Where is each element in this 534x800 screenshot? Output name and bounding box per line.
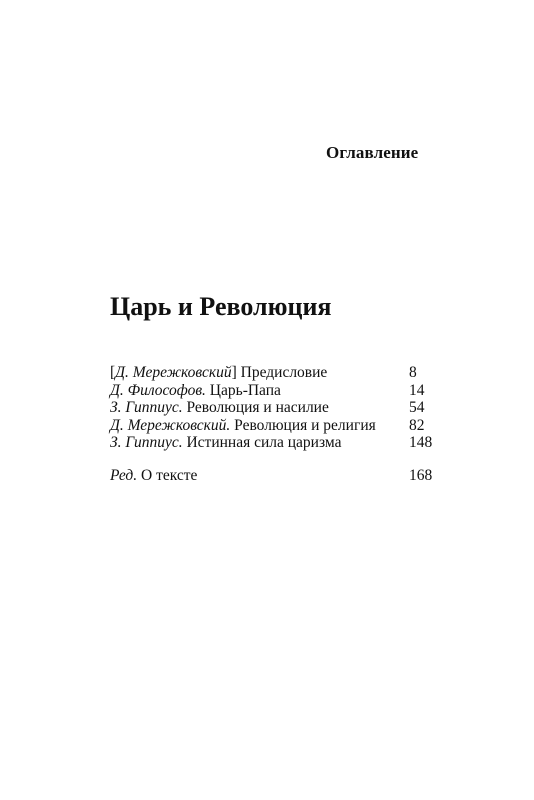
entry-page-number: 54 xyxy=(409,399,425,416)
entry-title: Предисловие xyxy=(236,364,328,381)
entry-author: З. Гиппиус. xyxy=(110,434,183,451)
table-of-contents xyxy=(110,364,435,484)
entry-title: Революция и насилие xyxy=(182,399,329,416)
entry-bracket-close: ] xyxy=(231,364,237,381)
entry-page-number: 168 xyxy=(409,466,433,484)
entry-title: Революция и религия xyxy=(230,416,376,434)
entry-title: О тексте xyxy=(137,466,198,484)
toc-entry[interactable] xyxy=(110,399,435,417)
toc-heading: Оглавление xyxy=(326,143,419,162)
entry-page-number: 82 xyxy=(409,416,425,434)
toc-entry[interactable] xyxy=(110,434,435,452)
entry-page-number: 14 xyxy=(409,381,425,399)
entry-author: Д. Философов. xyxy=(110,381,206,399)
entry-author: З. Гиппиус. xyxy=(110,399,183,416)
toc-entry[interactable] xyxy=(110,382,435,400)
toc-entry[interactable] xyxy=(110,364,435,382)
entry-bracket-open: [ xyxy=(110,364,116,381)
toc-entry[interactable] xyxy=(110,467,435,485)
entry-title: Царь-Папа xyxy=(205,381,281,399)
book-title: Царь и Революция xyxy=(110,292,332,321)
toc-entry[interactable] xyxy=(110,417,435,435)
entry-title: Истинная сила царизма xyxy=(182,434,342,451)
entry-author: Д. Мережковский. xyxy=(110,416,231,434)
entry-author: Ред. xyxy=(110,466,138,484)
entry-page-number: 148 xyxy=(409,434,433,451)
entry-page-number: 8 xyxy=(409,364,417,381)
entry-author: Д. Мережковский xyxy=(115,364,232,381)
